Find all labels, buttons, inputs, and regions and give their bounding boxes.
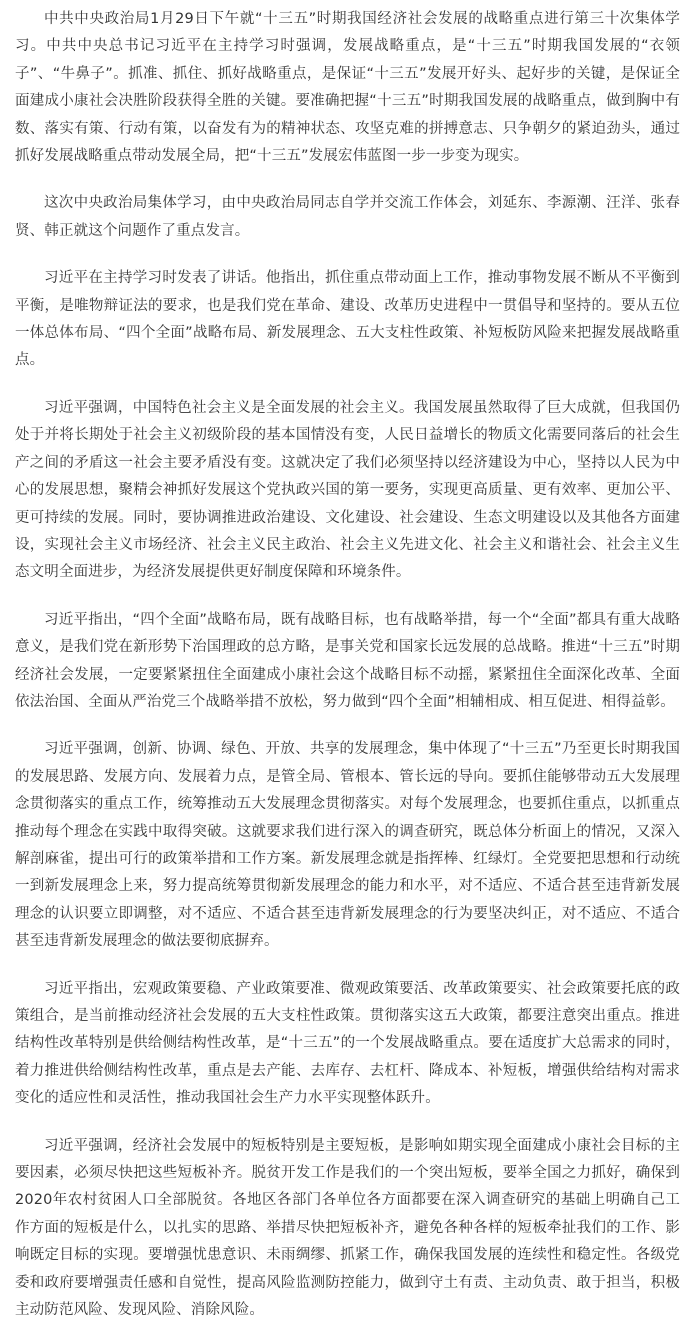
- article-paragraph-3: 习近平在主持学习时发表了讲话。他指出，抓住重点带动面上工作，推动事物发展不断从不平衡到平衡，是唯物辩证法的要求，也是我们党在革命、建设、改革历史进程中一贯倡导和坚持的。要从五位一体总体布局、“四个全面”战略布局、新发展理念、五大支柱性政策、补短板防风险来把握发展战略重点。: [15, 270, 680, 369]
- article-paragraph-1: 中共中央政治局1月29日下午就“十三五”时期我国经济社会发展的战略重点进行第三十次集体学习。中共中央总书记习近平在主持学习时强调，发展战略重点，是“十三五”时期我国发展的“衣领子”、“牛鼻子”。抓准、抓住、抓好战略重点，是保证“十三五”发展开好头、起好步的关键，是保证全面建成小康社会决胜阶段获得全胜的关键。要准确把握“十三五”时期我国发展的战略重点，做到胸中有数、落实有策、行动有策，以奋发有为的精神状态、攻坚克难的拼搏意志、只争朝夕的紧迫劲头，通过抓好发展战略重点带动发展全局，把“十三五”发展宏伟蓝图一步一步变为现实。: [15, 11, 680, 165]
- article-paragraph-6: 习近平强调，创新、协调、绿色、开放、共享的发展理念，集中体现了“十三五”乃至更长时期我国的发展思路、发展方向、发展着力点，是管全局、管根本、管长远的导向。要抓住能够带动五大发展理念贯彻落实的重点工作，统筹推动五大发展理念贯彻落实。对每个发展理念，也要抓住重点，以抓重点推动每个理念在实践中取得突破。这就要求我们进行深入的调查研究，既总体分析面上的情况，又深入解剖麻雀，提出可行的政策举措和工作方案。新发展理念就是指挥棒、红绿灯。全党要把思想和行动统一到新发展理念上来，努力提高统筹贯彻新发展理念的能力和水平，对不适应、不适合甚至违背新发展理念的认识要立即调整，对不适应、不适合甚至违背新发展理念的行为要坚决纠正，对不适应、不适合甚至违背新发展理念的做法要彻底摒弃。: [15, 741, 680, 950]
- article-paragraph-2: 这次中央政治局集体学习，由中央政治局同志自学并交流工作体会，刘延东、李源潮、汪洋、张春贤、韩正就这个问题作了重点发言。: [15, 195, 680, 239]
- article-paragraph-5: 习近平指出，“四个全面”战略布局，既有战略目标，也有战略举措，每一个“全面”都具有重大战略意义，是我们党在新形势下治国理政的总方略，是事关党和国家长远发展的总战略。推进“十三五”时期经济社会发展，一定要紧紧扭住全面建成小康社会这个战略目标不动摇，紧紧扭住全面深化改革、全面依法治国、全面从严治党三个战略举措不放松，努力做到“四个全面”相辅相成、相互促进、相得益彰。: [15, 611, 680, 710]
- article-paragraph-8: 习近平强调，经济社会发展中的短板特别是主要短板，是影响如期实现全面建成小康社会目标的主要因素，必须尽快把这些短板补齐。脱贫开发工作是我们的一个突出短板，要举全国之力抓好，确保到2020年农村贫困人口全部脱贫。各地区各部门各单位各方面都要在深入调查研究的基础上明确自己工作方面的短板是什么，以扎实的思路、举措尽快把短板补齐，避免各种各样的短板牵扯我们的工作、影响既定目标的实现。要增强忧患意识、未雨绸缪、抓紧工作，确保我国发展的连续性和稳定性。各级党委和政府要增强责任感和自觉性，提高风险监测防控能力，做到守土有责、主动负责、敢于担当，积极主动防范风险、发现风险、消除风险。: [15, 1137, 680, 1319]
- article-paragraph-7: 习近平指出，宏观政策要稳、产业政策要准、微观政策要活、改革政策要实、社会政策要托底的政策组合，是当前推动经济社会发展的五大支柱性政策。贯彻落实这五大政策，都要注意突出重点。推进结构性改革特别是供给侧结构性改革，是“十三五”的一个发展战略重点。要在适度扩大总需求的同时，着力推进供给侧结构性改革，重点是去产能、去库存、去杠杆、降成本、补短板，增强供给结构对需求变化的适应性和灵活性，推动我国社会生产力水平实现整体跃升。: [15, 980, 680, 1107]
- article-paragraph-4: 习近平强调，中国特色社会主义是全面发展的社会主义。我国发展虽然取得了巨大成就，但我国仍处于并将长期处于社会主义初级阶段的基本国情没有变，人民日益增长的物质文化需要同落后的社会生产之间的矛盾这一社会主要矛盾没有变。这就决定了我们必须坚持以经济建设为中心，坚持以人民为中心的发展思想，聚精会神抓好发展这个党执政兴国的第一要务，实现更高质量、更有效率、更加公平、更可持续的发展。同时，要协调推进政治建设、文化建设、社会建设、生态文明建设以及其他各方面建设，实现社会主义市场经济、社会主义民主政治、社会主义先进文化、社会主义和谐社会、社会主义生态文明全面进步，为经济发展提供更好制度保障和环境条件。: [15, 399, 680, 581]
